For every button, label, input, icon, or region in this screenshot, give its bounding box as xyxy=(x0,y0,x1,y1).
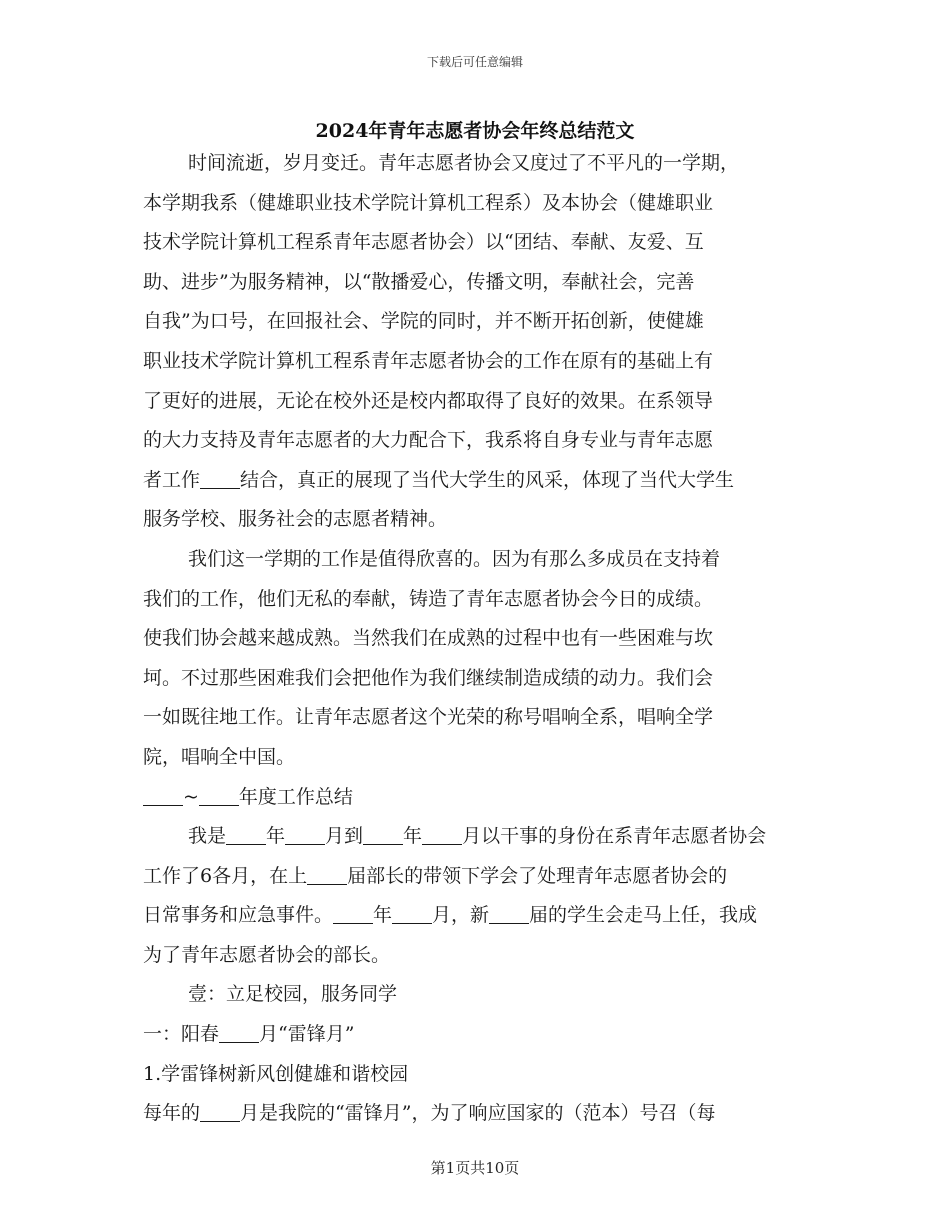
paragraph-line: 我们的工作，他们无私的奉献，铸造了青年志愿者协会今日的成绩。 xyxy=(143,587,714,610)
text-segment: 年 xyxy=(373,904,393,927)
paragraph-line xyxy=(143,461,809,501)
text-segment: 届部长的带领下学会了处理青年志愿者协会的 xyxy=(347,864,728,887)
fill-in-blank xyxy=(219,1023,259,1043)
section-heading: 1.学雷锋树新风创健雄和谐校园 xyxy=(143,1062,409,1085)
section-heading xyxy=(143,1015,809,1055)
text-segment: 月到 xyxy=(325,825,364,848)
text-segment: ~ xyxy=(183,785,199,808)
fill-in-blank xyxy=(307,865,347,885)
fill-in-blank xyxy=(200,1102,240,1122)
fill-in-blank xyxy=(422,825,462,845)
paragraph-line: 职业技术学院计算机工程系青年志愿者协会的工作在原有的基础上有 xyxy=(143,349,714,372)
text-segment: 工作了6各月，在上 xyxy=(143,864,308,887)
page-footer: 第1页共10页 xyxy=(430,1159,520,1177)
document-body xyxy=(143,144,809,1134)
paragraph-line: 助、进步”为服务精神，以“散播爱心，传播文明，奉献社会，完善 xyxy=(143,270,695,293)
paragraph-line: 自我”为口号，在回报社会、学院的同时，并不断开拓创新，使健雄 xyxy=(143,310,704,333)
text-segment: 年 xyxy=(403,825,423,848)
text-segment: 者工作 xyxy=(143,468,201,491)
text-segment: 月以干事的身份在系青年志愿者协会 xyxy=(462,825,767,848)
text-segment: 日常事务和应急事件。 xyxy=(143,904,334,927)
text-segment: 月，新 xyxy=(432,904,490,927)
paragraph-line xyxy=(143,896,809,936)
section-heading xyxy=(143,778,809,818)
paragraph-line: 我们这一学期的工作是值得欣喜的。因为有那么多成员在支持着 xyxy=(188,547,721,570)
paragraph-line: 服务学校、服务社会的志愿者精神。 xyxy=(143,508,448,531)
paragraph-line xyxy=(143,817,809,857)
text-segment: 月“雷锋月” xyxy=(259,1023,355,1046)
fill-in-blank xyxy=(285,825,325,845)
fill-in-blank xyxy=(199,786,239,806)
paragraph-line: 了更好的进展，无论在校外还是校内都取得了良好的效果。在系领导 xyxy=(143,389,714,412)
header-note: 下载后可任意编辑 xyxy=(426,55,523,69)
text-segment: 月是我院的“雷锋月”，为了响应国家的（范本）号召（每 xyxy=(240,1102,716,1125)
fill-in-blank xyxy=(489,904,529,924)
fill-in-blank xyxy=(200,469,240,489)
section-heading: 壹：立足校园，服务同学 xyxy=(188,983,398,1006)
fill-in-blank xyxy=(143,786,183,806)
paragraph-line xyxy=(143,857,809,897)
text-segment: 年 xyxy=(266,825,286,848)
text-segment: 一：阳春 xyxy=(143,1023,220,1046)
text-segment: 年度工作总结 xyxy=(238,785,353,808)
paragraph-line: 时间流逝，岁月变迁。青年志愿者协会又度过了不平凡的一学期， xyxy=(188,152,740,174)
fill-in-blank xyxy=(226,825,266,845)
paragraph-line: 坷。不过那些困难我们会把他作为我们继续制造成绩的动力。我们会 xyxy=(143,666,714,689)
text-segment: 每年的 xyxy=(143,1102,201,1125)
paragraph-line xyxy=(143,1094,809,1134)
text-segment: 届的学生会走马上任，我成 xyxy=(529,904,758,927)
fill-in-blank xyxy=(333,904,373,924)
fill-in-blank xyxy=(392,904,432,924)
text-segment: 结合，真正的展现了当代大学生的风采，体现了当代大学生 xyxy=(240,468,735,491)
paragraph-line: 技术学院计算机工程系青年志愿者协会）以“团结、奉献、友爱、互 xyxy=(143,231,704,254)
fill-in-blank xyxy=(363,825,403,845)
paragraph-line: 一如既往地工作。让青年志愿者这个光荣的称号唱响全系，唱响全学 xyxy=(143,706,714,729)
paragraph-line: 的大力支持及青年志愿者的大力配合下，我系将自身专业与青年志愿 xyxy=(143,429,714,452)
paragraph-line: 为了青年志愿者协会的部长。 xyxy=(143,943,391,966)
document-title: 2024年青年志愿者协会年终总结范文 xyxy=(315,120,635,142)
paragraph-line: 院，唱响全中国。 xyxy=(143,745,296,768)
text-segment: 我是 xyxy=(188,825,227,848)
paragraph-line: 本学期我系（健雄职业技术学院计算机工程系）及本协会（健雄职业 xyxy=(143,191,714,214)
paragraph-line: 使我们协会越来越成熟。当然我们在成熟的过程中也有一些困难与坎 xyxy=(143,627,714,650)
